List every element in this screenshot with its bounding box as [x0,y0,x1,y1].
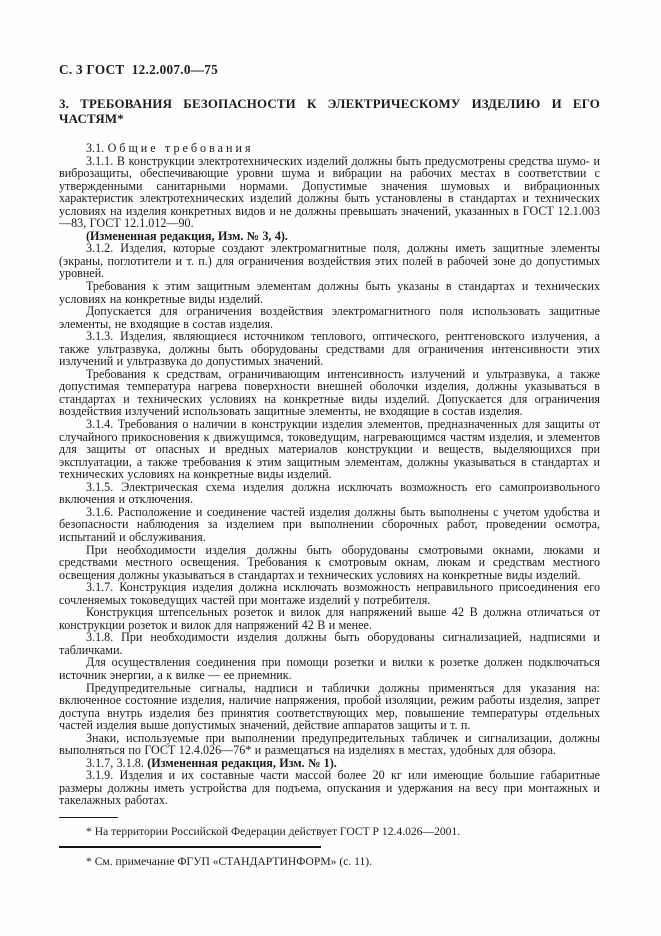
clause-3-1-2: 3.1.2. Изделия, которые создают электромагнитные поля, должны иметь защитные элементы (экраны, поглотители и т. п.) для ограничения воздействия этих полей в рабочей зоне до допустимых уровней. [59,241,600,281]
section-title: 3. ТРЕБОВАНИЯ БЕЗОПАСНОСТИ К ЭЛЕКТРИЧЕСКОМУ ИЗДЕЛИЮ И ЕГО ЧАСТЯМ* [59,97,600,126]
clause-3-1-8-continued: Для осуществления соединения при помощи розетки и вилки к розетке должен подключаться источник энергии, а к вилке — ее приемник. [59,655,600,682]
page-header: С. 3 ГОСТ 12.2.007.0—75 [59,62,219,77]
clause-3-1-8-signals: Предупредительные сигналы, надписи и таблички должны применяться для указания на: включенное состояние изделия, наличие напряжения, пробой изоляции, режим работы изделия, запрет доступа внутрь изделия без принятия соответствующих мер, повышение температуры отдельных частей изделия выше допустимых значений, действие аппаратов защиты и т. п. [59,680,600,733]
clause-3-1-2-continued: Требования к этим защитным элементам должны быть указаны в стандартах и технических условиях на конкретные виды изделий. [59,279,600,306]
clause-3-1-8-signs: Знаки, используемые при выполнении предупредительных табличек и сигнализации, должны выполняться по ГОСТ 12.4.026—76* и размещаться на изделиях в местах, удобных для обзора. [59,730,600,758]
clause-3-1-4: 3.1.4. Требования о наличии в конструкции изделия элементов, предназначенных для защиты от случайного прикосновения к движущимся, токоведущим, нагревающимся частям изделия, и элементов для защиты от опасных и вредных материалов конструкции и веществ, выделяющихся при эксплуатации, а также требования к этим защитным элементам, должны указываться в стандартах и технических условиях на конкретные виды изделий. [59,417,600,482]
clause-3-1-1: 3.1.1. В конструкции электротехнических изделий должны быть предусмотрены средства шумо- и виброзащиты, обеспечивающие уровни шума и вибрации на рабочих местах в соответствии с утвержденными санитарными нормами. Допустимые значения шумовых и вибрационных характеристик электротехнических изделий должны быть установлены в стандартах и технических условиях на изделия конкретных видов и не должны превышать значений, указанных в ГОСТ 12.1.003—83, ГОСТ 12.1.012—90. [59,153,600,231]
subsection-number: 3.1. [86,141,105,155]
footnote-gost-r: * На территории Российской Федерации действует ГОСТ Р 12.4.026—2001. [86,824,461,838]
clause-3-1-8: 3.1.8. При необходимости изделия должны быть оборудованы сигнализацией, надписями и табличками. [59,630,600,657]
amendment-refs: 3.1.7, 3.1.8. [86,755,148,770]
footnote-standartinform: * См. примечание ФГУП «СТАНДАРТИНФОРМ» (с. 11). [86,854,373,868]
clause-3-1-2-note: Допускается для ограничения воздействия электромагнитного поля использовать защитные элементы, не входящие в состав изделия. [59,304,600,331]
subsection-title: Общие требования [107,141,254,155]
amendment-note-1: (Измененная редакция, Изм. № 3, 4). [86,228,288,243]
clause-3-1-6-continued: При необходимости изделия должны быть оборудованы смотровыми окнами, люками и средствами местного освещения. Требования к смотровым окнам, люкам и средствам местного освещения должны указываться в стандартах и технических условиях на конкретные виды изделий. [59,542,600,582]
clause-3-1-6: 3.1.6. Расположение и соединение частей изделия должны быть выполнены с учетом удобства и безопасности наблюдения за изделием при выполнении сборочных работ, проведении осмотра, испытаний и обслуживания. [59,504,600,544]
clause-3-1-3-continued: Требования к средствам, ограничивающим интенсивность излучений и ультразвука, а также допустимая температура нагрева поверхности внешней оболочки изделия, должны указываться в стандартах и технических условиях на конкретные виды изделий. Допускается для ограничения воздействия излучений использовать защитные элементы, не входящие в состав изделия. [59,366,600,419]
clause-3-1-3: 3.1.3. Изделия, являющиеся источником теплового, оптического, рентгеновского излучения, а также ультразвука, должны быть оборудованы средствами для ограничения интенсивности этих излучений и ультразвука до допустимых значений. [59,329,600,369]
amendment-text: (Измененная редакция, Изм. № 1). [147,755,337,770]
clause-3-1-5: 3.1.5. Электрическая схема изделия должна исключать возможность его самопроизвольного включения и отключения. [59,479,600,507]
footnote-separator-short [59,817,118,818]
footnote-separator-long [59,846,321,848]
subsection-heading [59,142,600,155]
clause-3-1-9: 3.1.9. Изделия и их составные части массой более 20 кг или имеющие большие габаритные размеры должны иметь устройства для подъема, опускания и удержания на весу при монтажных и такелажных работах. [59,768,600,808]
footnotes-area [59,817,600,869]
clause-3-1-7-continued: Конструкция штепсельных розеток и вилок для напряжений выше 42 В должна отличаться от конструкции розеток и вилок для напряжений 42 В и менее. [59,605,600,632]
clause-3-1-7: 3.1.7. Конструкция изделия должна исключать возможность неправильного присоединения его сочленяемых токоведущих частей при монтаже изделий у потребителя. [59,580,600,607]
